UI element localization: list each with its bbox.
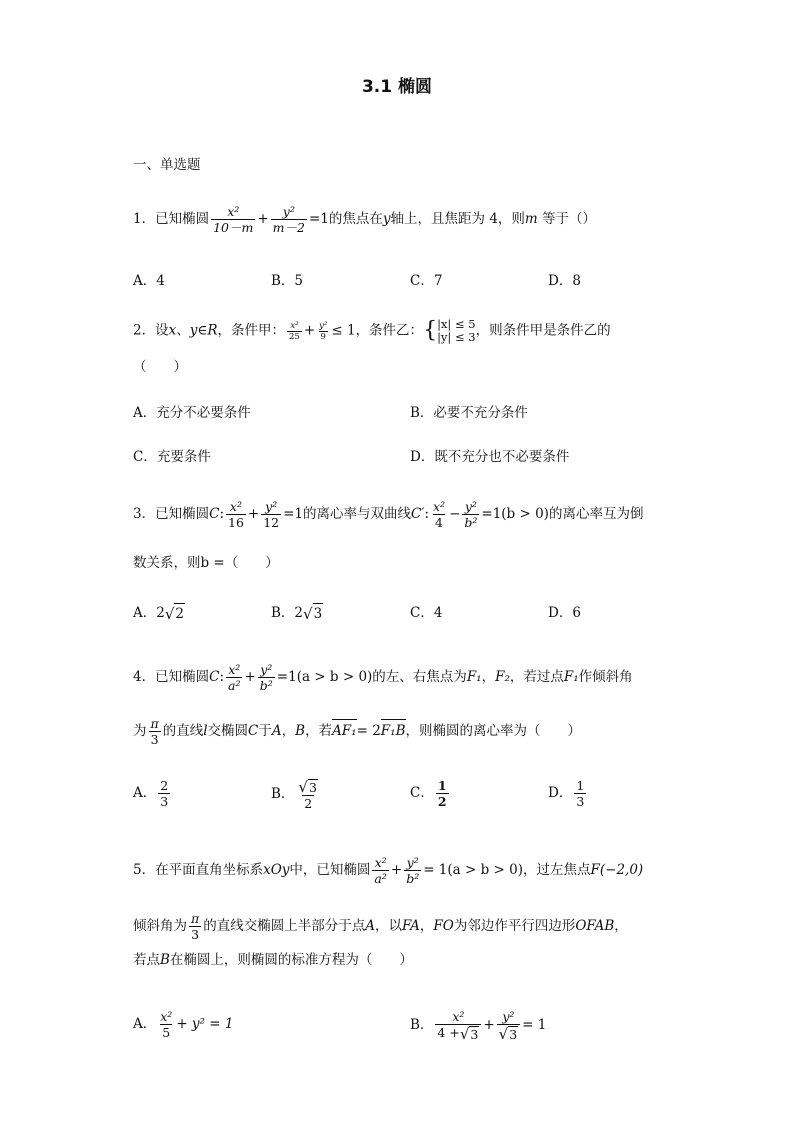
q4-fraction-2: $\frac{\text{y²}}{\text{b²}}$ xyxy=(259,662,273,693)
q1-option-c[interactable]: C．7 xyxy=(410,273,443,289)
q1-option-b[interactable]: B．5 xyxy=(271,273,304,289)
question-3: 3．已知椭圆C: $\frac{\text{x²}}{16}$ + $\frac{\text{y²}}{12}$ =1的离心率与双曲线C′: $\frac{\text{x²}}{4}$ − $\frac{\text{y²}}{\text{b²}}$ =1(b > 0)的离心率互为倒 xyxy=(133,499,644,530)
q3-option-a[interactable]: A．2 √ 2 xyxy=(133,605,184,623)
q3-option-c[interactable]: C．4 xyxy=(410,605,443,621)
q4-line-2: 为 $\frac{\pi}{3}$ 的直线l交椭圆C于A，B，若AF₁= 2F₁B，则椭圆的离心率为（ ） xyxy=(133,716,581,747)
q5-option-a[interactable]: A． $\frac{\text{x²}}{5}$ + y² = 1 xyxy=(133,1009,234,1040)
q2-fraction-2: $\frac{\text{y²}}{9}$ xyxy=(319,320,328,342)
q2-option-a[interactable]: A．充分不必要条件 xyxy=(133,405,251,421)
question-1: 1．已知椭圆 $\frac{\text{x²}}{10-m}$ + $\frac{\text{y²}}{m-2}$ =1的焦点在y轴上，且焦距为 4，则m 等于（） xyxy=(133,204,597,235)
q1-fraction-2: $\frac{\text{y²}}{m-2}$ xyxy=(272,204,305,235)
q4-option-b[interactable]: B． √ 3 2 xyxy=(271,777,317,811)
q5-line-3: 若点B在椭圆上，则椭圆的标准方程为（ ） xyxy=(133,952,413,968)
q2-option-d[interactable]: D．既不充分也不必要条件 xyxy=(410,449,570,465)
q2-system: |x| ≤ 5 |y| ≤ 3 xyxy=(437,317,476,344)
q3-option-b[interactable]: B．2 √ 3 xyxy=(271,605,323,623)
q2-brace: { xyxy=(423,318,438,343)
q2-option-b[interactable]: B．必要不充分条件 xyxy=(410,405,528,421)
q4-option-a[interactable]: A． $\frac{2}{3}$ xyxy=(133,778,169,809)
q4-option-d[interactable]: D． $\frac{1}{3}$ xyxy=(548,778,585,809)
page-title: 3.1 椭圆 xyxy=(361,77,433,97)
q1-text: 1．已知椭圆 xyxy=(133,211,210,227)
q5-option-b[interactable]: B． x² 4 + √ 3 + y² √ 3 = 1 xyxy=(410,1009,547,1043)
q1-fraction-1: $\frac{\text{x²}}{10-m}$ xyxy=(213,204,254,235)
q4-vector-f1b: F₁B xyxy=(381,718,406,741)
q5-fraction-2: $\frac{\text{y²}}{\text{b²}}$ xyxy=(406,855,420,886)
q4-vector-af1: AF₁ xyxy=(332,718,357,741)
q5-pi-fraction: $\frac{\pi}{3}$ xyxy=(191,911,200,942)
q3-fraction-1: $\frac{\text{x²}}{16}$ xyxy=(228,499,244,530)
q4-fraction-1: $\frac{\text{x²}}{\text{a²}}$ xyxy=(228,662,241,693)
q1-option-a[interactable]: A．4 xyxy=(133,273,165,289)
q4-pi-fraction: $\frac{\pi}{3}$ xyxy=(150,716,159,747)
q2-option-c[interactable]: C．充要条件 xyxy=(133,449,211,465)
q2-fraction-1: $\frac{\text{x²}}{25}$ xyxy=(289,320,300,342)
q1-option-d[interactable]: D．8 xyxy=(548,273,581,289)
question-4: 4．已知椭圆C: $\frac{\text{x²}}{\text{a²}}$ + $\frac{\text{y²}}{\text{b²}}$ =1(a > b > 0)的左、右焦点为F₁，F₂，若过点F₁作倾斜角 xyxy=(133,662,633,693)
q3-fraction-3: $\frac{\text{x²}}{4}$ xyxy=(433,499,446,530)
q3-fraction-4: $\frac{\text{y²}}{\text{b²}}$ xyxy=(464,499,478,530)
question-2: 2．设x、y∈R，条件甲： $\frac{\text{x²}}{25}$ + $\frac{\text{y²}}{9}$ ≤ 1，条件乙：{ |x| ≤ 5 |y| ≤ 3 ，则条件甲是条件乙的 xyxy=(133,317,611,344)
q5-line-2: 倾斜角为 $\frac{\pi}{3}$ 的直线交椭圆上半部分于点A，以FA，FO为邻边作平行四边形OFAB， xyxy=(133,911,628,942)
q3-fraction-2: $\frac{\text{y²}}{12}$ xyxy=(263,499,280,530)
q3-line-2: 数关系，则b =（ ） xyxy=(133,555,279,571)
q2-paren: （ ） xyxy=(133,359,187,375)
q5-fraction-1: $\frac{\text{x²}}{\text{a²}}$ xyxy=(374,855,387,886)
section-heading: 一、单选题 xyxy=(133,157,201,173)
q4-option-c[interactable]: C． $\frac{1}{2}$ xyxy=(410,778,447,809)
question-5: 5．在平面直角坐标系xOy中，已知椭圆 $\frac{\text{x²}}{\text{a²}}$ + $\frac{\text{y²}}{\text{b²}}$ = 1(a > b > 0)，过左焦点F(−2,0) xyxy=(133,855,644,886)
q3-option-d[interactable]: D．6 xyxy=(548,605,581,621)
